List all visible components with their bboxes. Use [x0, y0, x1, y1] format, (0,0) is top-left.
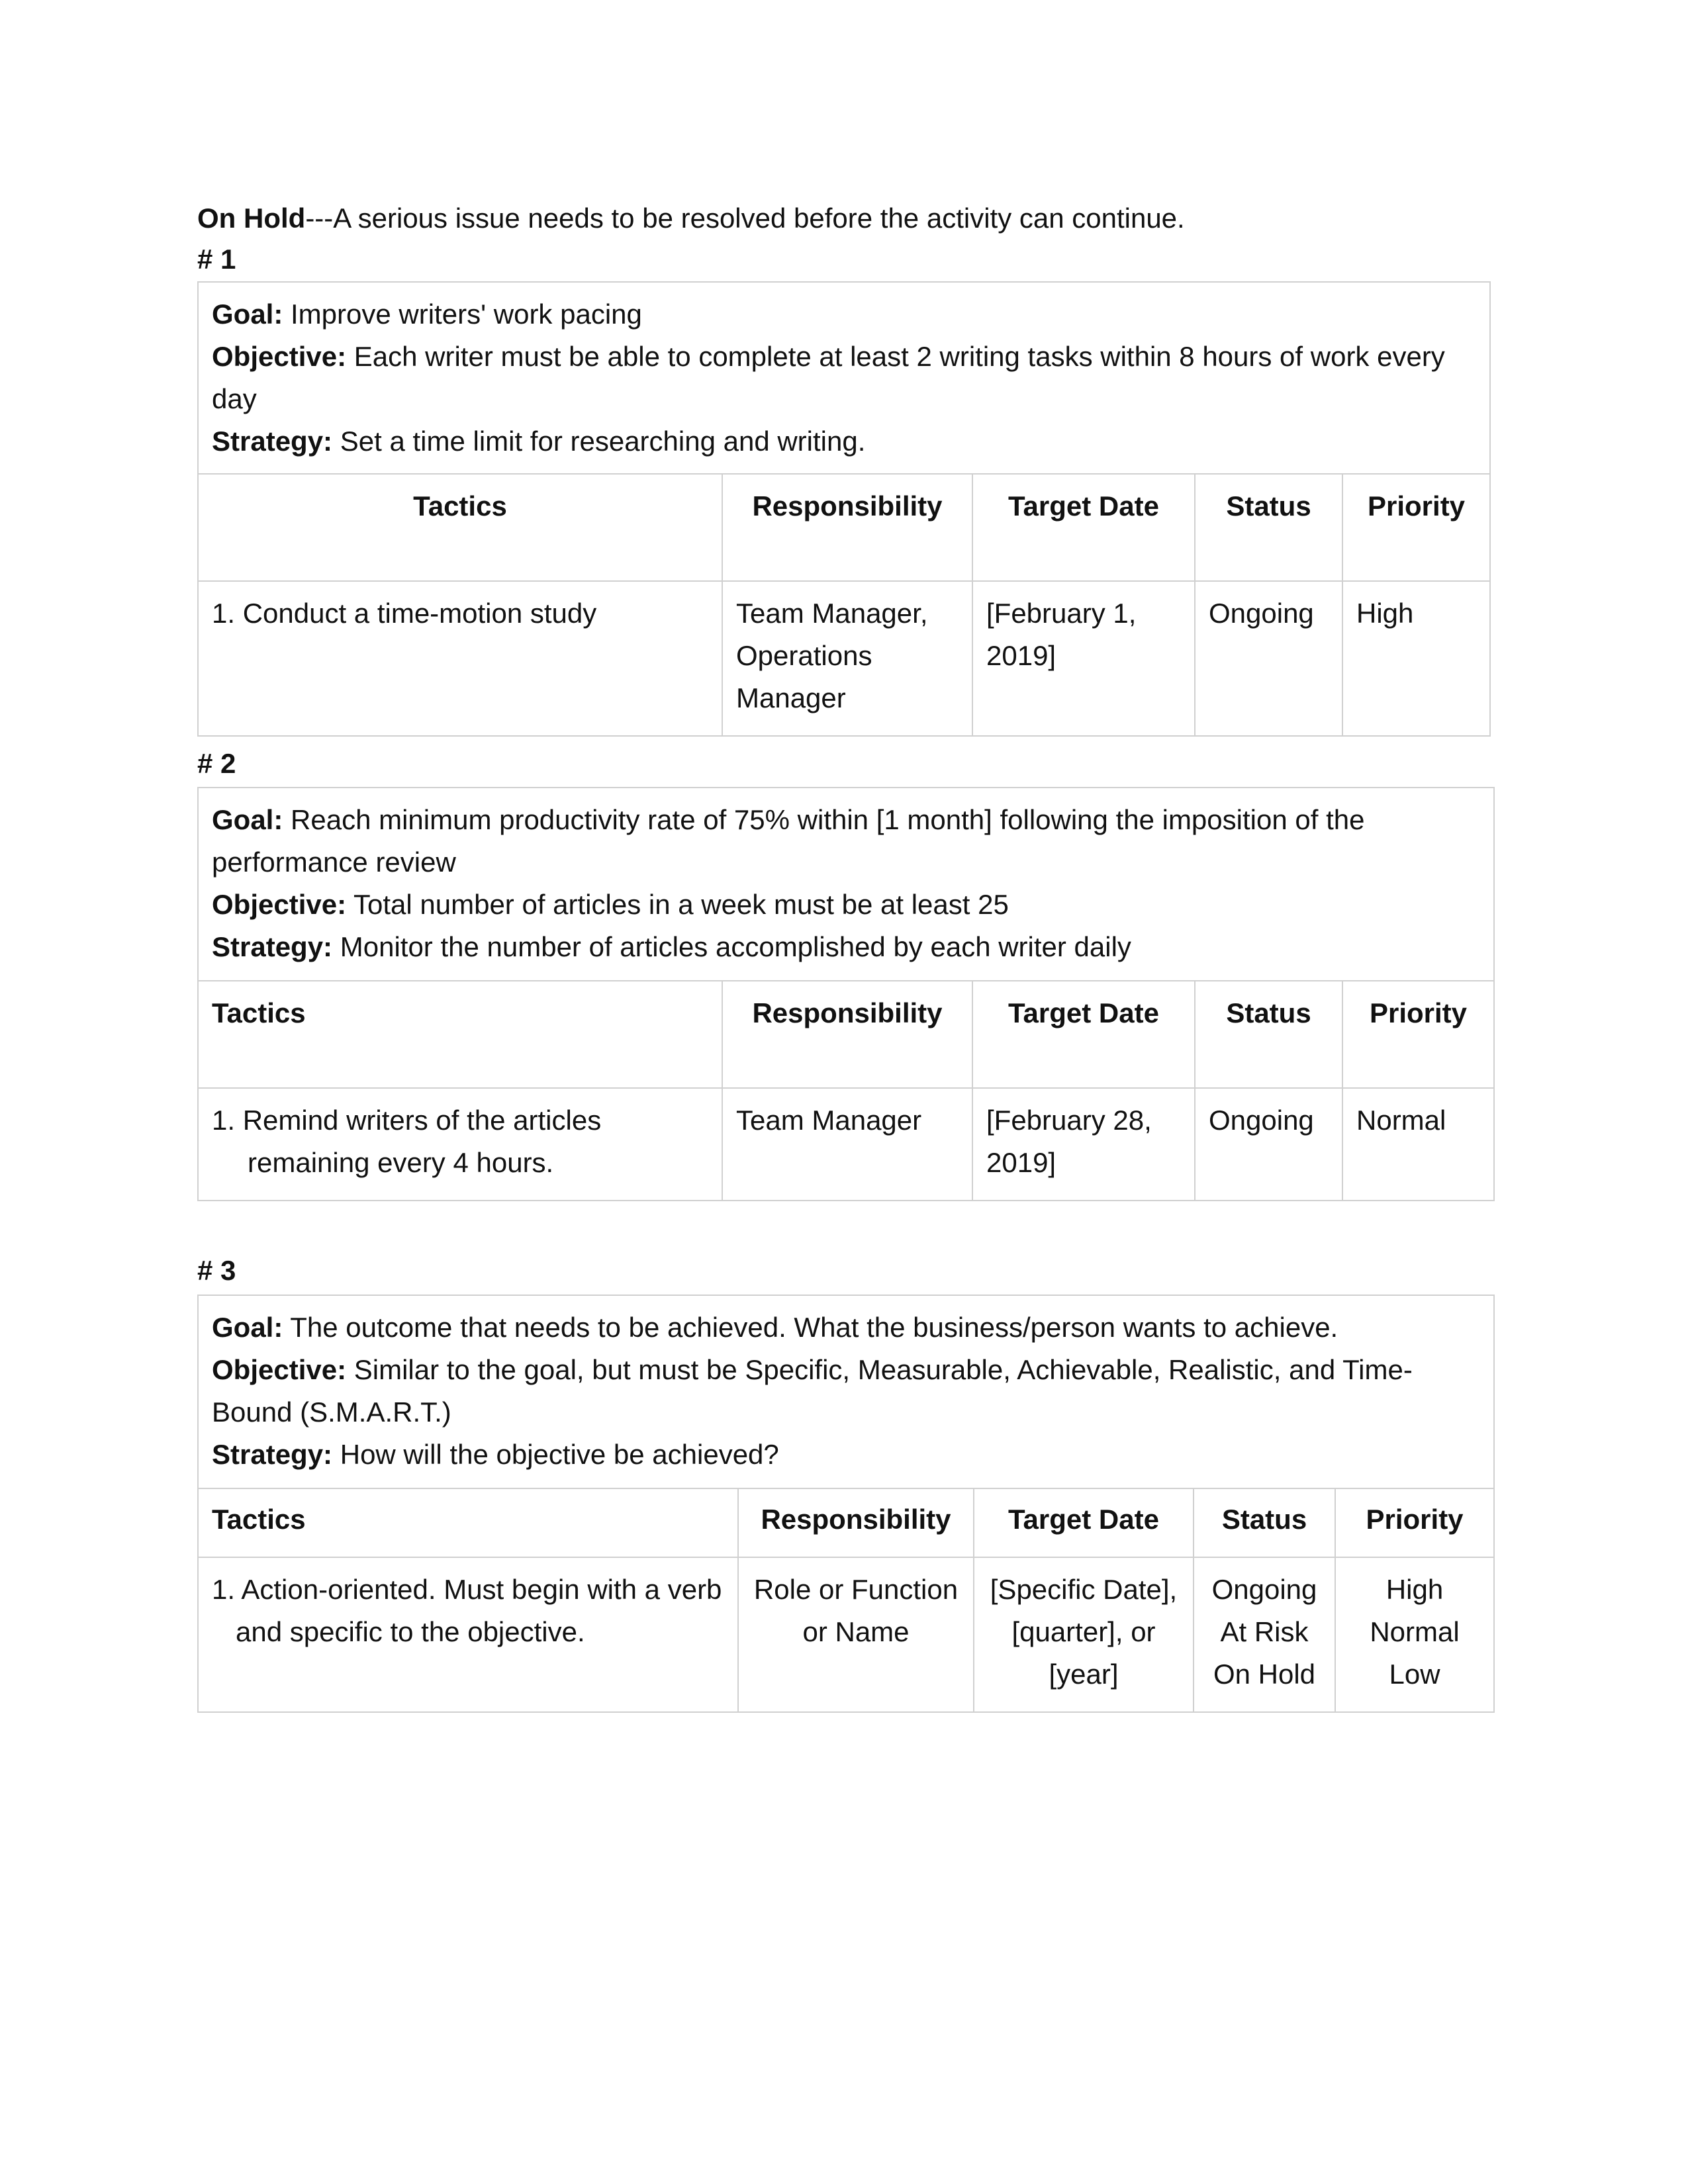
plan-3-label: # 3	[197, 1255, 236, 1286]
responsibility-cell: Role or Function or Name	[738, 1557, 974, 1712]
table-row	[198, 581, 1490, 736]
column-header-target-date: Target Date	[972, 474, 1195, 581]
on-hold-text: ---A serious issue needs to be resolved before the activity can continue.	[305, 203, 1185, 234]
plan-2-goal: Goal: Reach minimum productivity rate of 75% within [1 month] following the imposition of the performance review	[212, 804, 1365, 878]
target-date-cell: [Specific Date], [quarter], or [year]	[974, 1557, 1194, 1712]
status-option: At Risk	[1220, 1616, 1309, 1647]
plan-3-column-headers	[198, 1488, 1494, 1557]
column-header-tactics: Tactics	[198, 981, 722, 1088]
responsibility-cell: Team Manager, Operations Manager	[722, 581, 972, 736]
column-header-priority: Priority	[1335, 1488, 1494, 1557]
tactic-cell: 1. Remind writers of the articles remaining every 4 hours.	[198, 1088, 722, 1201]
plan-3-objective: Objective: Similar to the goal, but must be Specific, Measurable, Achievable, Realistic, and Time-Bound (S.M.A.R.T.)	[212, 1354, 1413, 1428]
on-hold-term: On Hold	[197, 203, 306, 234]
column-header-priority: Priority	[1342, 981, 1494, 1088]
column-header-target-date: Target Date	[974, 1488, 1194, 1557]
column-header-target-date: Target Date	[972, 981, 1195, 1088]
plan-1-goal: Goal: Improve writers' work pacing	[212, 298, 642, 330]
priority-cell: Normal	[1342, 1088, 1494, 1201]
column-header-responsibility: Responsibility	[738, 1488, 974, 1557]
on-hold-definition	[197, 197, 1521, 240]
plan-3-summary	[198, 1295, 1494, 1488]
plan-2-label: # 2	[197, 748, 236, 779]
plan-2-header-row	[198, 788, 1494, 981]
tactic-cell: 1. Action-oriented. Must begin with a verb and specific to the objective.	[198, 1557, 738, 1712]
column-header-status: Status	[1194, 1488, 1335, 1557]
plan-1-strategy: Strategy: Set a time limit for researching and writing.	[212, 426, 866, 457]
status-option: Ongoing	[1211, 1574, 1317, 1605]
priority-option: High	[1385, 1574, 1444, 1605]
column-header-tactics: Tactics	[198, 474, 722, 581]
target-date-cell: [February 1, 2019]	[972, 581, 1195, 736]
status-cell: Ongoing	[1195, 1088, 1342, 1201]
column-header-priority: Priority	[1342, 474, 1490, 581]
column-header-tactics: Tactics	[198, 1488, 738, 1557]
column-header-status: Status	[1195, 474, 1342, 581]
plan-2-table	[197, 787, 1495, 1201]
column-header-responsibility: Responsibility	[722, 474, 972, 581]
plan-1-summary	[198, 282, 1490, 474]
plan-3-strategy: Strategy: How will the objective be achieved?	[212, 1439, 779, 1470]
plan-3-goal: Goal: The outcome that needs to be achieved. What the business/person wants to achieve.	[212, 1312, 1338, 1343]
priority-cell: High	[1342, 581, 1490, 736]
column-header-responsibility: Responsibility	[722, 981, 972, 1088]
plan-1-column-headers	[198, 474, 1490, 581]
table-row	[198, 1557, 1494, 1712]
plan-2-strategy: Strategy: Monitor the number of articles accomplished by each writer daily	[212, 931, 1131, 962]
status-option: On Hold	[1213, 1659, 1316, 1690]
target-date-cell: [February 28, 2019]	[972, 1088, 1195, 1201]
priority-option: Normal	[1370, 1616, 1460, 1647]
status-cell: Ongoing	[1195, 581, 1342, 736]
plan-1-header-row	[198, 282, 1490, 474]
tactic-cell: 1. Conduct a time-motion study	[198, 581, 722, 736]
table-row	[198, 1088, 1494, 1201]
plan-2-objective: Objective: Total number of articles in a week must be at least 25	[212, 889, 1009, 920]
plan-1-table	[197, 281, 1491, 737]
priority-cell	[1335, 1557, 1494, 1712]
plan-1-label: # 1	[197, 244, 236, 275]
column-header-status: Status	[1195, 981, 1342, 1088]
plan-2-summary	[198, 788, 1494, 981]
plan-1-objective: Objective: Each writer must be able to complete at least 2 writing tasks within 8 hours of work every day	[212, 341, 1445, 414]
status-cell	[1194, 1557, 1335, 1712]
priority-option: Low	[1389, 1659, 1440, 1690]
plan-3-table	[197, 1295, 1495, 1713]
plan-3-header-row	[198, 1295, 1494, 1488]
responsibility-cell: Team Manager	[722, 1088, 972, 1201]
plan-2-column-headers	[198, 981, 1494, 1088]
